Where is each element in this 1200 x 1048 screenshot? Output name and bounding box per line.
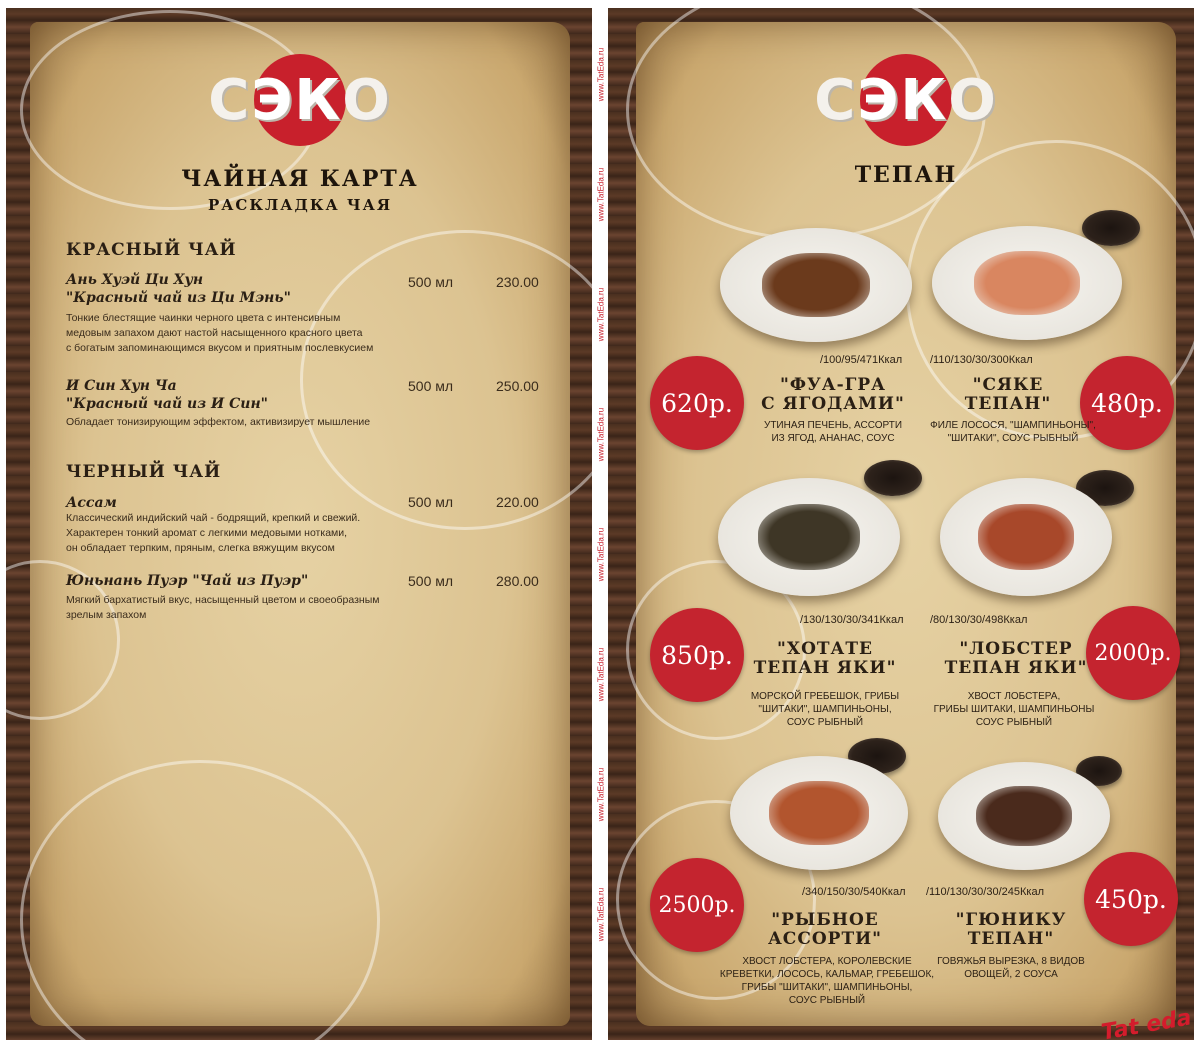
dish-description: МОРСКОЙ ГРЕБЕШОК, ГРИБЫ "ШИТАКИ", ШАМПИНЬОНЫ, СОУС РЫБНЫЙ — [750, 691, 900, 728]
logo — [796, 50, 1016, 150]
tateda-logo-badge: Tat eda — [1099, 1005, 1194, 1046]
dish-description: ХВОСТ ЛОБСТЕРА, ГРИБЫ ШИТАКИ, ШАМПИНЬОНЫ СОУС РЫБНЫЙ — [933, 691, 1095, 728]
teppan-menu-page — [606, 0, 1200, 1048]
dish-description: ГОВЯЖЬЯ ВЫРЕЗКА, 8 ВИДОВ ОВОЩЕЙ, 2 СОУСА — [937, 956, 1085, 980]
dish-price-badge: 620р. — [650, 356, 744, 450]
watermark-strip — [596, 0, 606, 1048]
watermark-text: www.TatEda.ru — [596, 527, 606, 582]
menu-item-name: Ассам — [66, 495, 117, 511]
dish-plate-image — [718, 478, 900, 596]
dish-price-badge: 2500р. — [650, 858, 744, 952]
dish-plate-image — [938, 762, 1110, 870]
dish-food-image — [769, 781, 869, 845]
dish-plate-image — [940, 478, 1112, 596]
dish-calories: /80/130/30/498Ккал — [930, 614, 1028, 626]
menu-item-price: 280.00 — [496, 573, 539, 589]
section-heading: ЧЕРНЫЙ ЧАЙ — [66, 462, 222, 482]
dish-name: "ГЮНИКУ ТЕПАН" — [955, 910, 1067, 949]
dish-plate-image — [932, 226, 1122, 340]
watermark-text: www.TatEda.ru — [596, 407, 606, 462]
watermark-text: www.TatEda.ru — [596, 167, 606, 222]
dish-price-badge: 480р. — [1080, 356, 1174, 450]
dish-calories: /110/130/30/300Ккал — [930, 354, 1033, 366]
sauce-bowl-image — [864, 460, 922, 496]
watermark-text: www.TatEda.ru — [596, 47, 606, 102]
dish-food-image — [762, 253, 870, 317]
watermark-text: www.TatEda.ru — [596, 287, 606, 342]
menu-item-volume: 500 мл — [408, 274, 454, 290]
dish-price-badge: 2000р. — [1086, 606, 1180, 700]
dish-food-image — [974, 251, 1080, 315]
dish-food-image — [978, 504, 1074, 570]
logo — [190, 50, 410, 150]
page-title: ТЕПАН — [854, 162, 958, 188]
menu-item-name: И Син Хун Ча "Красный чай из И Син" — [66, 378, 268, 412]
dish-name: "ЛОБСТЕР ТЕПАН ЯКИ" — [944, 639, 1088, 678]
dish-name: "СЯКЕ ТЕПАН" — [964, 375, 1052, 414]
menu-item-description: Мягкий бархатистый вкус, насыщенный цветом и своеобразным зрелым запахом — [66, 594, 380, 621]
menu-item-name: Юньнань Пуэр "Чай из Пуэр" — [66, 573, 309, 589]
tea-menu-page — [0, 0, 596, 1048]
dish-description: УТИНАЯ ПЕЧЕНЬ, АССОРТИ ИЗ ЯГОД, АНАНАС, СОУС — [763, 420, 903, 444]
dish-name: "ФУА-ГРА С ЯГОДАМИ" — [761, 375, 905, 414]
menu-item-description: Тонкие блестящие чаинки черного цвета с интенсивным медовым запахом дают настой насыщенного красного цвета с богатым запоминающимся вкусом и приятным послевкусием — [66, 312, 374, 354]
page-subtitle: РАСКЛАДКА ЧАЯ — [207, 196, 393, 214]
dish-plate-image — [730, 756, 908, 870]
logo-text: СЭКО — [814, 67, 998, 133]
dish-plate-image — [720, 228, 912, 342]
dish-price-badge: 850р. — [650, 608, 744, 702]
dish-calories: /130/130/30/341Ккал — [800, 614, 904, 626]
dish-calories: /100/95/471Ккал — [820, 354, 903, 366]
dish-description: ФИЛЕ ЛОСОСЯ, "ШАМПИНЬОНЫ", "ШИТАКИ", СОУС РЫБНЫЙ — [930, 420, 1096, 444]
dish-name: "РЫБНОЕ АССОРТИ" — [767, 910, 883, 949]
menu-item-price: 250.00 — [496, 378, 539, 394]
menu-item-price: 230.00 — [496, 274, 539, 290]
dish-price-badge: 450р. — [1084, 852, 1178, 946]
menu-item-volume: 500 мл — [408, 573, 454, 589]
menu-item-volume: 500 мл — [408, 378, 454, 394]
logo-text: СЭКО — [208, 67, 392, 133]
dish-food-image — [758, 504, 860, 570]
dish-calories: /110/130/30/30/245Ккал — [926, 886, 1044, 898]
menu-item-name: Ань Хуэй Ци Хун "Красный чай из Ци Мэнь" — [66, 272, 291, 306]
page-title: ЧАЙНАЯ КАРТА — [181, 166, 419, 192]
watermark-text: www.TatEda.ru — [596, 767, 606, 822]
watermark-text: www.TatEda.ru — [596, 647, 606, 702]
menu-item-volume: 500 мл — [408, 494, 454, 510]
dish-calories: /340/150/30/540Ккал — [802, 886, 906, 898]
dish-description: ХВОСТ ЛОБСТЕРА, КОРОЛЕВСКИЕ КРЕВЕТКИ, ЛОСОСЬ, КАЛЬМАР, ГРЕБЕШОК, ГРИБЫ "ШИТАКИ", ШАМПИНЬОНЫ, СОУС РЫБНЫЙ — [719, 956, 935, 1006]
menu-item-description: Классический индийский чай - бодрящий, крепкий и свежий. Характерен тонкий аромат с легкими медовыми нотками, он обладает терпким, пряным, слегка вяжущим вкусом — [66, 512, 361, 554]
section-heading: КРАСНЫЙ ЧАЙ — [66, 240, 237, 260]
watermark-text: www.TatEda.ru — [596, 887, 606, 942]
menu-item-description: Обладает тонизирующим эффектом, активизирует мышление — [66, 416, 371, 428]
dish-name: "ХОТАТЕ ТЕПАН ЯКИ" — [753, 639, 897, 678]
dish-food-image — [976, 786, 1072, 846]
menu-item-price: 220.00 — [496, 494, 539, 510]
